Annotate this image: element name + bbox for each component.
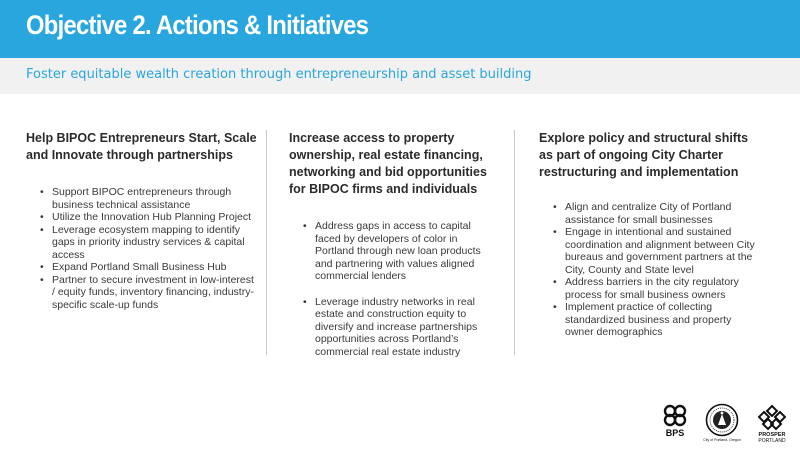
column-heading: Increase access to property ownership, real estate financing, networking and bid opportunities for BIPOC firms and individuals [289, 131, 487, 196]
title-bar [0, 0, 800, 58]
subtitle-bar [0, 58, 800, 94]
city-seal-icon [700, 403, 744, 437]
list-item: • Implement practice of collecting standardized business and property owner demographics [553, 301, 759, 339]
list-item: • Support BIPOC entrepreneurs through business technical assistance [40, 186, 258, 211]
city-seal-logo [700, 403, 744, 445]
bps-logo [660, 404, 690, 440]
list-item: • Align and centralize City of Portland assistance for small businesses [553, 201, 759, 226]
bullet-list [553, 201, 759, 339]
list-item: • Engage in intentional and sustained coordination and alignment between City bureaus and government partners at the City, County and State level [553, 226, 759, 276]
page-subtitle: Foster equitable wealth creation through entrepreneurship and asset building [26, 67, 532, 82]
list-item: • Leverage industry networks in real estate and construction equity to diversify and increase partnerships opportunities across Portland’s commercial real estate industry [303, 296, 497, 359]
list-item: • Address barriers in the city regulatory process for small business owners [553, 276, 759, 301]
prosper-portland-logo [752, 402, 792, 446]
bps-knot-icon [660, 404, 690, 428]
list-item: • Partner to secure investment in low-interest / equity funds, inventory financing, industry-specific scale-up funds [40, 274, 258, 312]
column-property-ownership [289, 130, 497, 371]
list-item: • Address gaps in access to capital faced by developers of color in Portland through new loan products and partnering with values aligned commercial lenders [303, 220, 497, 283]
column-entrepreneurs [26, 130, 258, 311]
bullet-list [303, 220, 497, 358]
bullet-list [40, 186, 258, 311]
prosper-sub: PORTLAND [758, 438, 786, 444]
page-title: Objective 2. Actions & Initiatives [26, 10, 369, 40]
column-heading: Explore policy and structural shifts as part of ongoing City Charter restructuring and implementation [539, 131, 749, 179]
list-item: • Leverage ecosystem mapping to identify gaps in priority industry services & capital access [40, 224, 258, 262]
bps-wordmark: BPS [665, 428, 685, 438]
prosper-name: PROSPER [758, 432, 786, 438]
list-item: • Expand Portland Small Business Hub [40, 261, 258, 274]
column-heading: Help BIPOC Entrepreneurs Start, Scale and Innovate through partnerships [26, 131, 257, 162]
list-item: • Utilize the Innovation Hub Planning Project [40, 211, 258, 224]
prosper-flower-icon [752, 402, 792, 432]
column-divider [266, 130, 267, 355]
seal-caption: City of Portland, Oregon [703, 438, 741, 442]
column-policy-shifts [539, 130, 759, 339]
column-divider [514, 130, 515, 355]
prosper-wordmark [752, 432, 792, 444]
